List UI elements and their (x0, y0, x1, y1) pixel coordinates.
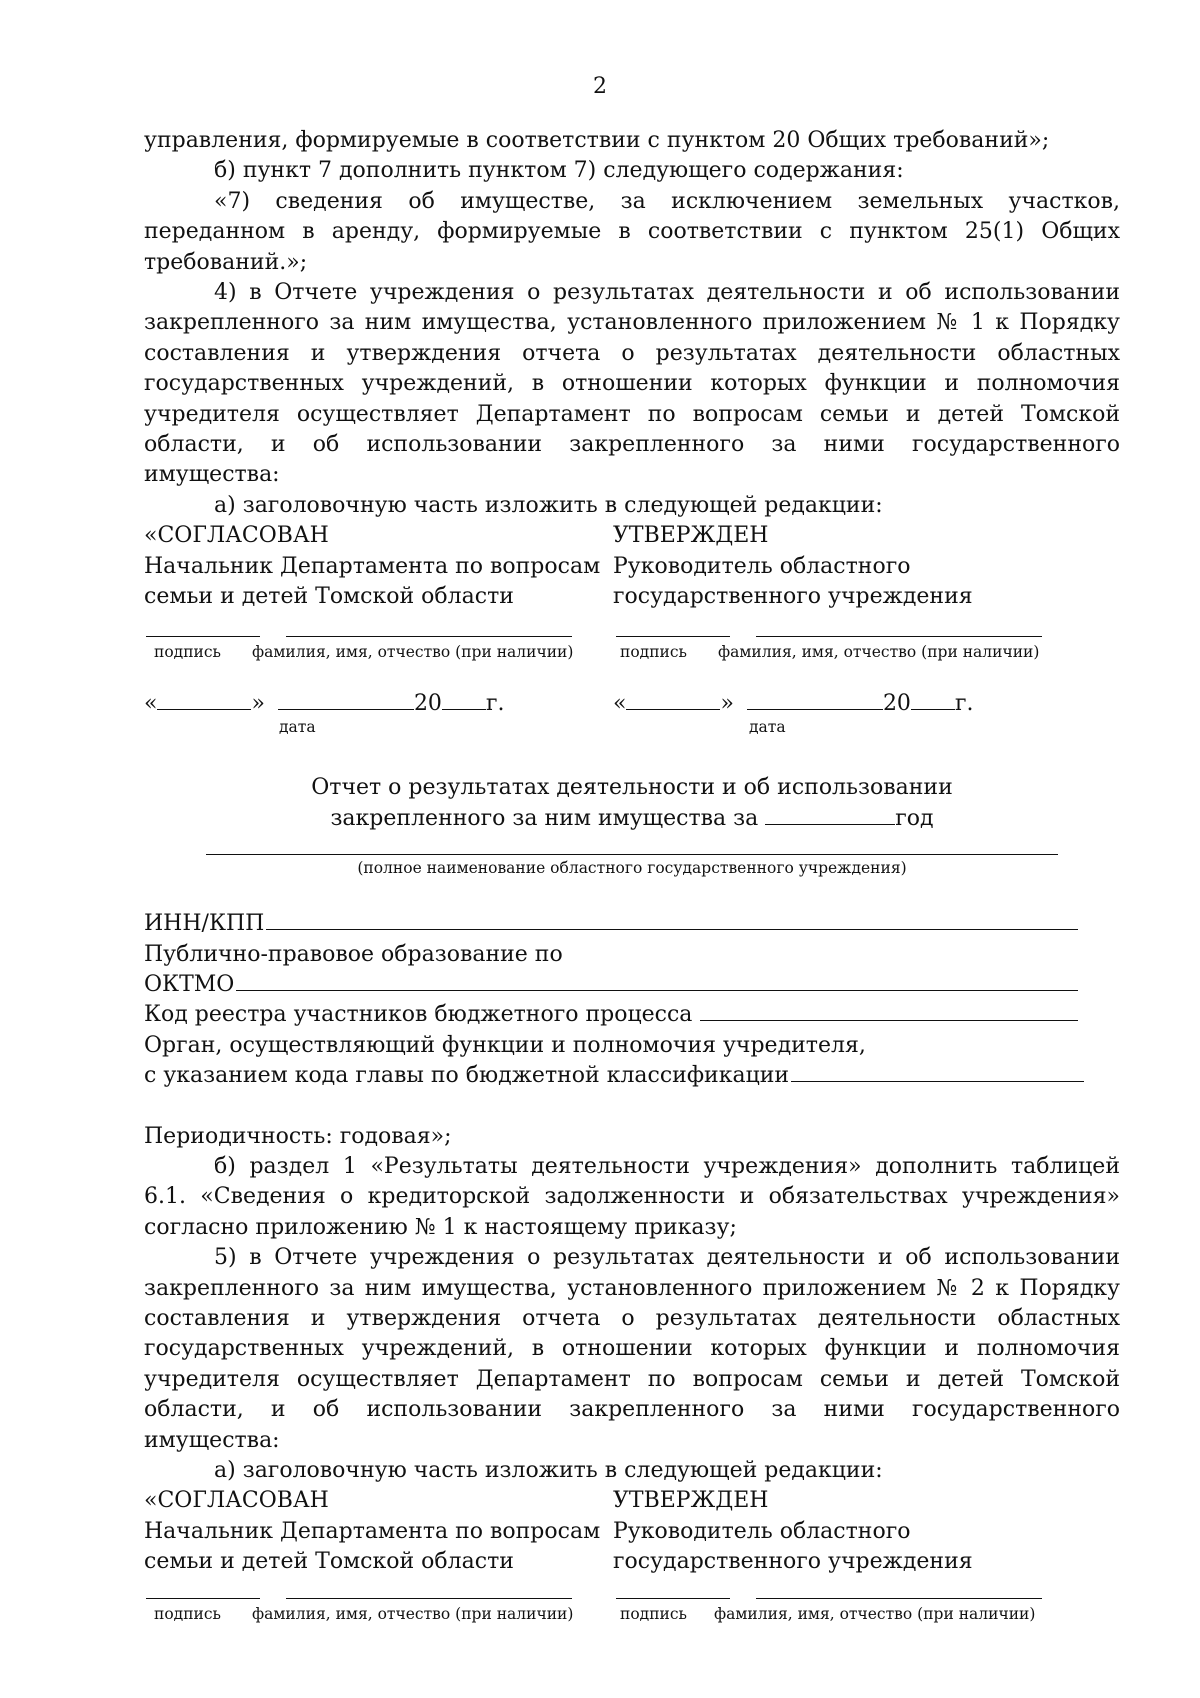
approval-left-column (144, 521, 601, 612)
signature-caption: подпись (154, 1605, 221, 1624)
approval-header-block (144, 521, 1120, 773)
agreed-position-line1: Начальник Департамента по вопросам (144, 553, 601, 579)
paragraph-item-4: 4) в Отчете учреждения о результатах деятельности и об использовании закрепленного за ним имущества, установленного приложением № 1 к Порядку составления и утверждения отчета о результатах деятельности областных государственных учреждений, в отношении которых функции и полномочия учредителя осуществляет Департамент по вопросам семьи и детей Томской области, и об использовании закрепленного за ними государственного имущества: (144, 280, 1120, 488)
approved-position-line2: государственного учреждения (613, 584, 973, 610)
signature-line (616, 636, 730, 637)
name-caption: фамилия, имя, отчество (при наличии) (252, 1605, 574, 1624)
year-prefix: 20 (882, 691, 911, 717)
year-blank (765, 804, 895, 825)
name-line (756, 1598, 1042, 1599)
signature-line (616, 1598, 730, 1599)
approved-title: УТВЕРЖДЕН (613, 523, 769, 549)
name-caption: фамилия, имя, отчество (при наличии) (718, 643, 1040, 662)
name-line (756, 636, 1042, 637)
name-caption: фамилия, имя, отчество (при наличии) (714, 1605, 1036, 1624)
report-title-suffix: год (895, 805, 934, 831)
approved-position-line2: государственного учреждения (613, 1549, 973, 1575)
paragraph-item-a: а) заголовочную часть изложить в следующей редакции: (214, 492, 883, 518)
field-inn-kpp (144, 909, 1078, 939)
paragraph-item-a2: а) заголовочную часть изложить в следующей редакции: (214, 1458, 883, 1483)
name-line (286, 636, 572, 637)
field-registry-code-label: Код реестра участников бюджетного процесса (144, 1002, 693, 1028)
field-oktmo-label: ОКТМО (144, 971, 235, 997)
field-organ-line1: Орган, осуществляющий функции и полномочия учредителя, (144, 1032, 866, 1058)
field-organ-line2 (144, 1061, 1084, 1091)
periodicity: Периодичность: годовая»; (144, 1123, 452, 1149)
date-line-left (144, 687, 504, 719)
year-prefix: 20 (413, 691, 442, 717)
report-title-line2 (144, 804, 1120, 834)
page-number: 2 (593, 74, 607, 99)
name-caption: фамилия, имя, отчество (при наличии) (252, 643, 574, 662)
name-line (286, 1598, 572, 1599)
signature-line (146, 1598, 260, 1599)
date-quote-open: « (144, 691, 158, 717)
date-quote-close: » (720, 691, 734, 717)
approval-left-column (144, 1486, 601, 1577)
field-organ-line2-label: с указанием кода главы по бюджетной классификации (144, 1063, 790, 1089)
approval-right-column (613, 521, 1033, 612)
field-registry-code (144, 1000, 1078, 1030)
agreed-title: «СОГЛАСОВАН (144, 1488, 329, 1514)
approved-position-line1: Руководитель областного (613, 1518, 911, 1544)
date-caption: дата (279, 718, 316, 737)
year-suffix: г. (954, 691, 974, 717)
approved-position-line1: Руководитель областного (613, 553, 911, 579)
paragraph-item-b: б) пункт 7 дополнить пунктом 7) следующего содержания: (214, 158, 904, 184)
signature-caption: подпись (620, 1605, 687, 1624)
field-oktmo (144, 970, 1078, 1000)
field-municipal-label: Публично-правовое образование по (144, 941, 563, 967)
approval-right-column (613, 1486, 1033, 1577)
institution-name-line (206, 854, 1058, 855)
field-inn-kpp-label: ИНН/КПП (144, 911, 265, 937)
date-caption: дата (749, 718, 786, 737)
approved-title: УТВЕРЖДЕН (613, 1488, 769, 1514)
document-body (144, 126, 1120, 1624)
year-suffix: г. (485, 691, 505, 717)
institution-caption: (полное наименование областного государственного учреждения) (357, 859, 907, 878)
report-title-line1: Отчет о результатах деятельности и об использовании (311, 775, 953, 801)
signature-caption: подпись (620, 643, 687, 662)
date-quote-close: » (251, 691, 265, 717)
approval-header-block (144, 1486, 1120, 1624)
paragraph-item-b2: б) раздел 1 «Результаты деятельности учреждения» дополнить таблицей 6.1. «Сведения о кредиторской задолженности и обязательствах учреждения» согласно приложению № 1 к настоящему приказу; (144, 1153, 1120, 1240)
signature-line (146, 636, 260, 637)
paragraph-continuation: управления, формируемые в соответствии с пунктом 20 Общих требований»; (144, 128, 1050, 153)
date-quote-open: « (613, 691, 627, 717)
report-title-prefix: закрепленного за ним имущества за (330, 805, 759, 831)
agreed-position-line2: семьи и детей Томской области (144, 1549, 514, 1575)
agreed-position-line2: семьи и детей Томской области (144, 584, 514, 610)
date-line-right (613, 687, 973, 719)
paragraph-item-7: «7) сведения об имуществе, за исключением земельных участков, переданном в аренду, формируемые в соответствии с пунктом 25(1) Общих требований.»; (144, 188, 1120, 275)
paragraph-item-5: 5) в Отчете учреждения о результатах деятельности и об использовании закрепленного за ним имущества, установленного приложением № 2 к Порядку составления и утверждения отчета о результатах деятельности областных государственных учреждений, в отношении которых функции и полномочия учредителя осуществляет Департамент по вопросам семьи и детей Томской области, и об использовании закрепленного за ними государственного имущества: (144, 1245, 1120, 1453)
agreed-position-line1: Начальник Департамента по вопросам (144, 1518, 601, 1544)
agreed-title: «СОГЛАСОВАН (144, 523, 329, 549)
signature-caption: подпись (154, 643, 221, 662)
